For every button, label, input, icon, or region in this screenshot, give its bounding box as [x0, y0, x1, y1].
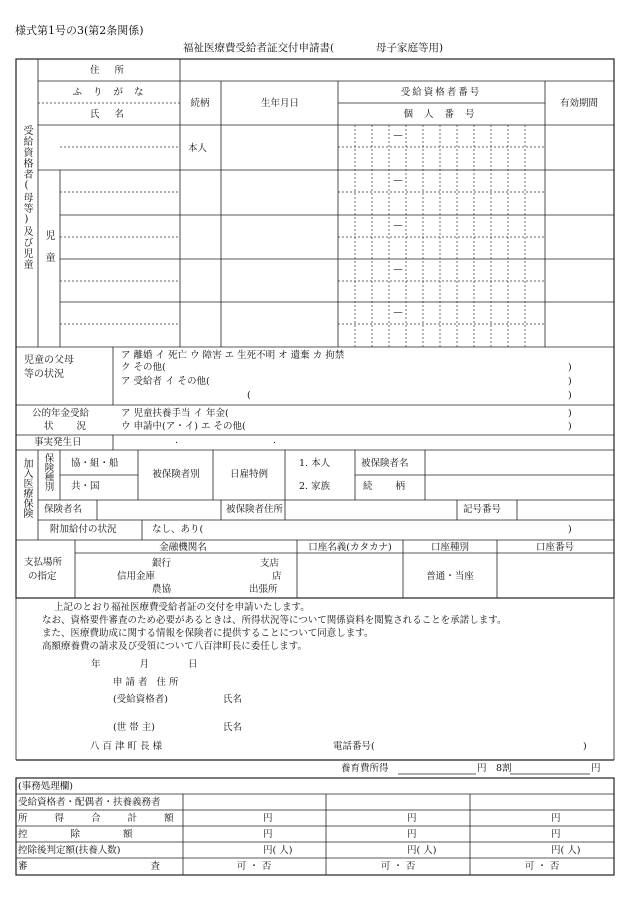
- digit-dash: —: [393, 175, 403, 186]
- personal-number-label: 個 人 番 号: [403, 109, 479, 120]
- office-row-5: 審 査: [18, 861, 221, 872]
- parent-status-other: ク その他(: [121, 362, 166, 373]
- yen-cell: 円: [551, 829, 561, 840]
- support-yen-2: 円: [591, 763, 601, 774]
- incident-date-dots: . .: [175, 435, 323, 446]
- insured-type-label: 被保険者別: [152, 469, 200, 480]
- insurer-name-label: 保険者名: [44, 504, 83, 515]
- parent-status-label: 児童の父母等の状況: [24, 355, 74, 380]
- people-cell: 円( 人): [407, 845, 437, 856]
- insurance-type-1: 協・組・船: [71, 458, 119, 469]
- nokyo-suffix: 農協: [152, 584, 172, 595]
- applicant-address: 申請者 住所: [113, 677, 182, 688]
- form-title-suffix: 母子家庭等用): [376, 42, 444, 54]
- digit-dash: —: [393, 307, 403, 318]
- people-cell: 円( 人): [263, 845, 293, 856]
- relation-label: 続柄: [190, 98, 210, 109]
- paren-close: ): [568, 362, 572, 373]
- yen-cell: 円: [551, 813, 561, 824]
- phone-label: 電話番号(: [333, 741, 375, 752]
- paren-close: ): [568, 408, 572, 419]
- yen-cell: 円: [407, 813, 417, 824]
- office-suffix: 出張所: [249, 584, 278, 595]
- recipient-status: ア 受給者 イ その他(: [121, 376, 210, 387]
- insured-address-label: 被保険者住所: [226, 504, 284, 515]
- insurance-type-label: 保険種別: [42, 453, 54, 491]
- approve-cell: 可 ・ 否: [380, 861, 416, 872]
- office-row-2: 所 得 合 計 額: [18, 813, 186, 824]
- recipient-paren: (受給資格者): [113, 694, 168, 705]
- child-label: 児童: [43, 230, 54, 274]
- pension-label: 公的年金受給: [32, 408, 90, 419]
- approve-cell: 可 ・ 否: [524, 861, 560, 872]
- approve-cell: 可 ・ 否: [236, 861, 272, 872]
- account-type-value: 普通・当座: [426, 571, 474, 582]
- form-title: 福祉医療費受給者証交付申請書(: [183, 42, 335, 54]
- insured-relation-label: 続 柄: [363, 481, 416, 492]
- valid-period-label: 有効期間: [559, 98, 599, 109]
- paren-close: ): [568, 390, 572, 401]
- insurance-side-label: 加入医療保険: [21, 458, 32, 518]
- office-row-4: 控除後判定額(扶養人数): [18, 845, 121, 856]
- yen-cell: 円: [263, 813, 273, 824]
- form-number: 様式第1号の3(第2条関係): [15, 24, 144, 37]
- furigana-label: ふ り が な: [72, 87, 148, 98]
- declaration-p3: また、医療費助成に関する情報を保険者に提供することについて同意します。: [42, 628, 374, 639]
- paren-close: ): [583, 741, 587, 752]
- support-rate: 8割: [496, 763, 512, 774]
- applicant-name-label: 氏名: [223, 694, 243, 705]
- support-yen: 円: [477, 763, 487, 774]
- additional-benefit-label: 附加給付の状況: [50, 524, 117, 535]
- recipient-status-extra: (: [247, 390, 251, 401]
- mayor-addressee: 八 百 津 町 長 様: [90, 741, 163, 752]
- shinkin-suffix: 信用金庫: [117, 571, 156, 582]
- office-use-title: (事務処理欄): [18, 781, 73, 792]
- digit-dash: —: [393, 264, 403, 275]
- insurance-type-2: 共・国: [71, 481, 100, 492]
- insured-option-self: 1. 本人: [299, 458, 331, 469]
- people-cell: 円( 人): [551, 845, 581, 856]
- account-type-header: 口座種別: [430, 542, 470, 553]
- declaration-p4: 高額療養費の請求及び受領について八百津町長に委任します。: [42, 641, 308, 652]
- store-suffix: 店: [272, 571, 282, 582]
- digit-dash: —: [393, 220, 403, 231]
- paren-close: ): [568, 376, 572, 387]
- branch-suffix: 支店: [260, 558, 280, 569]
- cert-number-label: 受給資格者番号: [400, 87, 482, 98]
- bank-header: 金融機関名: [159, 542, 207, 553]
- pension-label-2: 状 況: [44, 421, 97, 432]
- payment-label-2: の指定: [28, 571, 57, 582]
- parent-status-options: ア 離婚 イ 死亡 ウ 障害 エ 生死不明 オ 遺棄 カ 拘禁: [121, 350, 345, 361]
- name-label: 氏 名: [89, 109, 131, 120]
- support-income-label: 養育費所得: [341, 763, 389, 774]
- pension-options-1: ア 児童扶養手当 イ 年金(: [121, 408, 229, 419]
- payment-label: 支払場所: [24, 557, 63, 568]
- householder-paren: (世 帯 主): [113, 722, 155, 733]
- householder-name-label: 氏名: [223, 722, 243, 733]
- declaration-date: 年 月 日: [91, 659, 216, 670]
- symbol-number-label: 記号番号: [463, 504, 502, 515]
- pension-options-2: ウ 申請中(ア・イ) エ その他(: [121, 421, 246, 432]
- dob-label: 生年月日: [260, 98, 300, 109]
- additional-benefit-value: なし、あり(: [152, 524, 204, 535]
- daily-special-label: 日雇特例: [229, 469, 269, 480]
- bank-suffix: 銀行: [152, 558, 172, 569]
- declaration-p2: なお、資格要件審査のため必要があるときは、所得状況等について関係資料を閲覧されることを承諾します。: [42, 615, 507, 626]
- digit-dash: —: [393, 130, 403, 141]
- account-name-header: 口座名義(カタカナ): [308, 542, 392, 553]
- yen-cell: 円: [407, 829, 417, 840]
- account-number-header: 口座番号: [535, 542, 575, 553]
- paren-close: ): [568, 524, 572, 535]
- office-row-1: 受給資格者・配偶者・扶養義務者: [18, 797, 161, 808]
- yen-cell: 円: [263, 829, 273, 840]
- incident-date-label: 事実発生日: [34, 437, 82, 448]
- declaration-p1: 上記のとおり福祉医療費受給者証の交付を申請いたします。: [54, 602, 310, 613]
- insured-name-label: 被保険者名: [361, 458, 409, 469]
- paren-close: ): [568, 421, 572, 432]
- office-row-3: 控 除 額: [18, 829, 153, 840]
- address-label: 住 所: [89, 65, 131, 76]
- insured-option-family: 2. 家族: [299, 481, 331, 492]
- recipient-side-label: 受給資格者(母等)及び児童: [21, 125, 32, 270]
- self-relation: 本人: [188, 143, 208, 154]
